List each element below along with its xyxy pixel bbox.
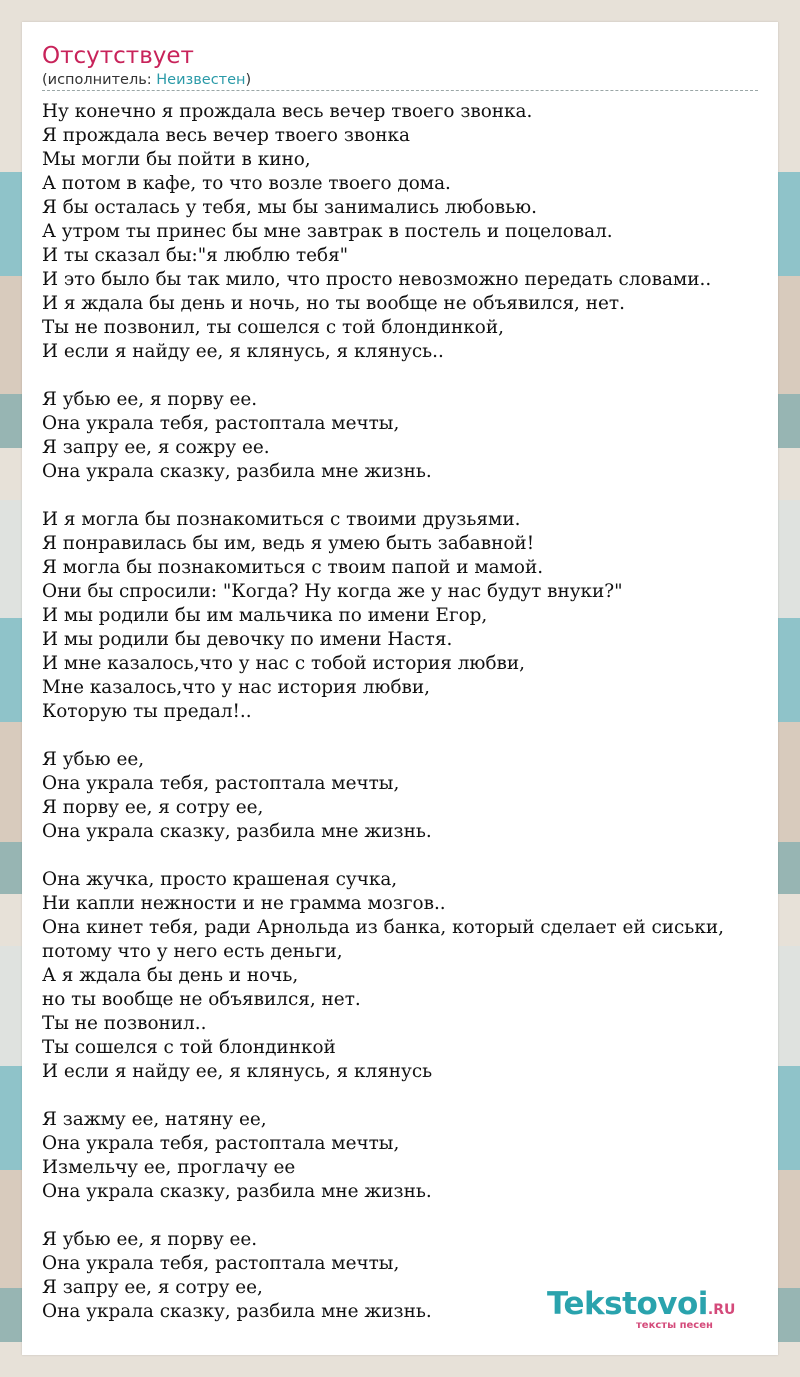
lyric-line: Которую ты предал!.. bbox=[42, 701, 252, 722]
lyric-line: И мы родили бы девочку по имени Настя. bbox=[42, 629, 453, 650]
lyric-line: Она жучка, просто крашеная сучка, bbox=[42, 869, 398, 890]
lyric-line: Я зажму ее, натяну ее, bbox=[42, 1109, 267, 1130]
lyric-line: потому что у него есть деньги, bbox=[42, 941, 343, 962]
lyric-line: Ты не позвонил, ты сошелся с той блондинкой, bbox=[42, 317, 504, 338]
lyric-line: Она украла тебя, растоптала мечты, bbox=[42, 773, 400, 794]
lyric-line: Я могла бы познакомиться с твоим папой и мамой. bbox=[42, 557, 544, 578]
artist-line bbox=[42, 70, 251, 90]
lyric-line: Я убью ее, bbox=[42, 749, 145, 770]
lyric-line: И мне казалось,что у нас с тобой история любви, bbox=[42, 653, 525, 674]
lyric-line: Я порву ее, я сотру ее, bbox=[42, 797, 264, 818]
song-title: Отсутствует bbox=[42, 43, 194, 69]
lyric-line: Она украла тебя, растоптала мечты, bbox=[42, 1133, 400, 1154]
lyric-line: И ты сказал бы:"я люблю тебя" bbox=[42, 245, 349, 266]
lyric-line: А потом в кафе, то что возле твоего дома. bbox=[42, 173, 451, 194]
lyrics-text bbox=[42, 100, 724, 1324]
lyric-line: Она украла тебя, растоптала мечты, bbox=[42, 413, 400, 434]
lyric-line: Ни капли нежности и не грамма мозгов.. bbox=[42, 893, 446, 914]
lyric-line: Я запру ее, я сожру ее. bbox=[42, 437, 270, 458]
title-divider bbox=[42, 90, 758, 91]
lyrics-card bbox=[22, 22, 778, 1355]
logo-suffix: .RU bbox=[707, 1302, 736, 1318]
artist-link[interactable]: Неизвестен bbox=[156, 72, 246, 88]
lyric-line: Я запру ее, я сотру ее, bbox=[42, 1277, 263, 1298]
logo-tagline: тексты песен bbox=[636, 1320, 713, 1331]
lyric-line: Ты не позвонил.. bbox=[42, 1013, 207, 1034]
lyric-line: Она украла сказку, разбила мне жизнь. bbox=[42, 1181, 432, 1202]
lyric-line: Я понравилась бы им, ведь я умею быть забавной! bbox=[42, 533, 535, 554]
lyric-line: Она кинет тебя, ради Арнольда из банка, который сделает ей сиськи, bbox=[42, 917, 724, 938]
lyric-line: И мы родили бы им мальчика по имени Егор, bbox=[42, 605, 488, 626]
lyric-line: Ну конечно я прождала весь вечер твоего звонка. bbox=[42, 101, 533, 122]
lyric-line: И я могла бы познакомиться с твоими друзьями. bbox=[42, 509, 521, 530]
lyric-line: Я убью ее, я порву ее. bbox=[42, 1229, 258, 1250]
lyric-line: Я прождала весь вечер твоего звонка bbox=[42, 125, 411, 146]
lyric-line: но ты вообще не объявился, нет. bbox=[42, 989, 361, 1010]
lyric-line: Она украла тебя, растоптала мечты, bbox=[42, 1253, 400, 1274]
lyric-line: И если я найду ее, я клянусь, я клянусь.. bbox=[42, 341, 444, 362]
artist-suffix: ) bbox=[245, 72, 252, 88]
lyric-line: Измельчу ее, проглачу ее bbox=[42, 1157, 296, 1178]
lyric-line: Мы могли бы пойти в кино, bbox=[42, 149, 311, 170]
logo-main: Tekstovoi bbox=[547, 1286, 708, 1322]
lyric-line: Она украла сказку, разбила мне жизнь. bbox=[42, 461, 432, 482]
lyric-line: Я убью ее, я порву ее. bbox=[42, 389, 258, 410]
lyric-line: А утром ты принес бы мне завтрак в постель и поцеловал. bbox=[42, 221, 613, 242]
lyric-line: Она украла сказку, разбила мне жизнь. bbox=[42, 821, 432, 842]
lyric-line: И я ждала бы день и ночь, но ты вообще не объявился, нет. bbox=[42, 293, 625, 314]
lyric-line: Ты сошелся с той блондинкой bbox=[42, 1037, 336, 1058]
lyric-line: И если я найду ее, я клянусь, я клянусь bbox=[42, 1061, 433, 1082]
lyric-line: Я бы осталась у тебя, мы бы занимались любовью. bbox=[42, 197, 537, 218]
lyric-line: Они бы спросили: "Когда? Ну когда же у нас будут внуки?" bbox=[42, 581, 623, 602]
lyric-line: И это было бы так мило, что просто невозможно передать словами.. bbox=[42, 269, 712, 290]
artist-prefix: (исполнитель: bbox=[42, 72, 157, 88]
lyric-line: Она украла сказку, разбила мне жизнь. bbox=[42, 1301, 432, 1322]
lyric-line: Мне казалось,что у нас история любви, bbox=[42, 677, 430, 698]
lyric-line: А я ждала бы день и ночь, bbox=[42, 965, 299, 986]
